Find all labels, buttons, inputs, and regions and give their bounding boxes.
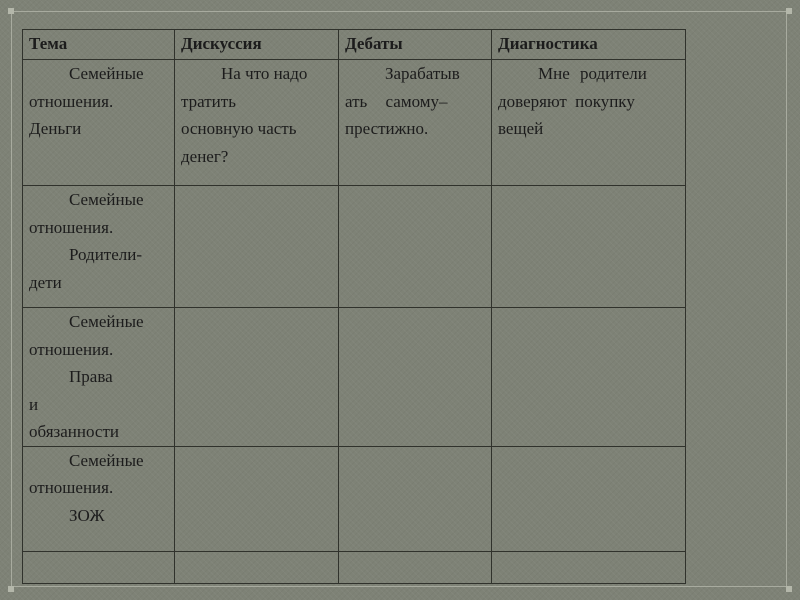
diagnostics-line: Мне родители xyxy=(538,64,647,83)
table-row xyxy=(23,308,686,447)
diagnostics-line: вещей xyxy=(498,119,544,139)
topic-cell xyxy=(23,308,175,447)
discussion-line: основную часть xyxy=(181,119,297,139)
topic-line: Семейные xyxy=(69,450,144,470)
debate-cell xyxy=(339,308,492,447)
frame-corner-bottom-right xyxy=(786,586,792,592)
debate-line: ать самому– xyxy=(345,91,448,111)
topic-line: Права и xyxy=(29,367,113,414)
diagnostics-cell xyxy=(492,186,686,308)
diagnostics-cell xyxy=(492,60,686,186)
topic-line: Семейные xyxy=(69,190,144,209)
discussion-cell xyxy=(175,308,339,447)
table-row xyxy=(23,186,686,308)
diagnostics-cell xyxy=(492,551,686,583)
topic-line: обязанности xyxy=(29,422,119,442)
diagnostics-line: доверяют покупку xyxy=(498,91,635,111)
header-topic: Тема xyxy=(23,30,175,60)
debate-cell xyxy=(339,446,492,551)
table-row xyxy=(23,551,686,583)
header-diagnostics: Диагностика xyxy=(492,30,686,60)
topic-cell xyxy=(23,60,175,186)
topic-cell xyxy=(23,186,175,308)
topic-line: ЗОЖ xyxy=(69,505,105,525)
table-header-row xyxy=(23,30,686,60)
header-discussion: Дискуссия xyxy=(175,30,339,60)
frame-corner-top-left xyxy=(8,8,14,14)
topic-line: отношения. xyxy=(29,478,114,498)
debate-cell xyxy=(339,551,492,583)
discussion-cell xyxy=(175,446,339,551)
topic-line: отношения. xyxy=(29,217,114,237)
topic-line: отношения. xyxy=(29,339,114,359)
header-debate: Дебаты xyxy=(339,30,492,60)
debate-line: престижно. xyxy=(345,119,429,139)
frame-corner-top-right xyxy=(786,8,792,14)
debate-cell xyxy=(339,60,492,186)
topic-line: Семейные xyxy=(69,64,144,83)
topic-cell xyxy=(23,551,175,583)
discussion-cell xyxy=(175,551,339,583)
discussion-cell xyxy=(175,186,339,308)
topic-line: Родители- xyxy=(69,245,143,265)
topics-table xyxy=(22,29,686,584)
diagnostics-cell xyxy=(492,308,686,447)
topic-line: Деньги xyxy=(29,119,82,139)
topic-cell xyxy=(23,446,175,551)
frame-corner-bottom-left xyxy=(8,586,14,592)
topic-line: отношения. xyxy=(29,91,114,111)
discussion-line: денег? xyxy=(181,146,229,166)
table-row xyxy=(23,60,686,186)
debate-line: Зарабатыв xyxy=(385,64,460,83)
discussion-line: тратить xyxy=(181,91,236,111)
debate-cell xyxy=(339,186,492,308)
table-row xyxy=(23,446,686,551)
topic-line: Семейные xyxy=(69,312,144,331)
topic-line: дети xyxy=(29,272,62,292)
diagnostics-cell xyxy=(492,446,686,551)
discussion-line: На что надо xyxy=(221,64,308,83)
discussion-cell xyxy=(175,60,339,186)
